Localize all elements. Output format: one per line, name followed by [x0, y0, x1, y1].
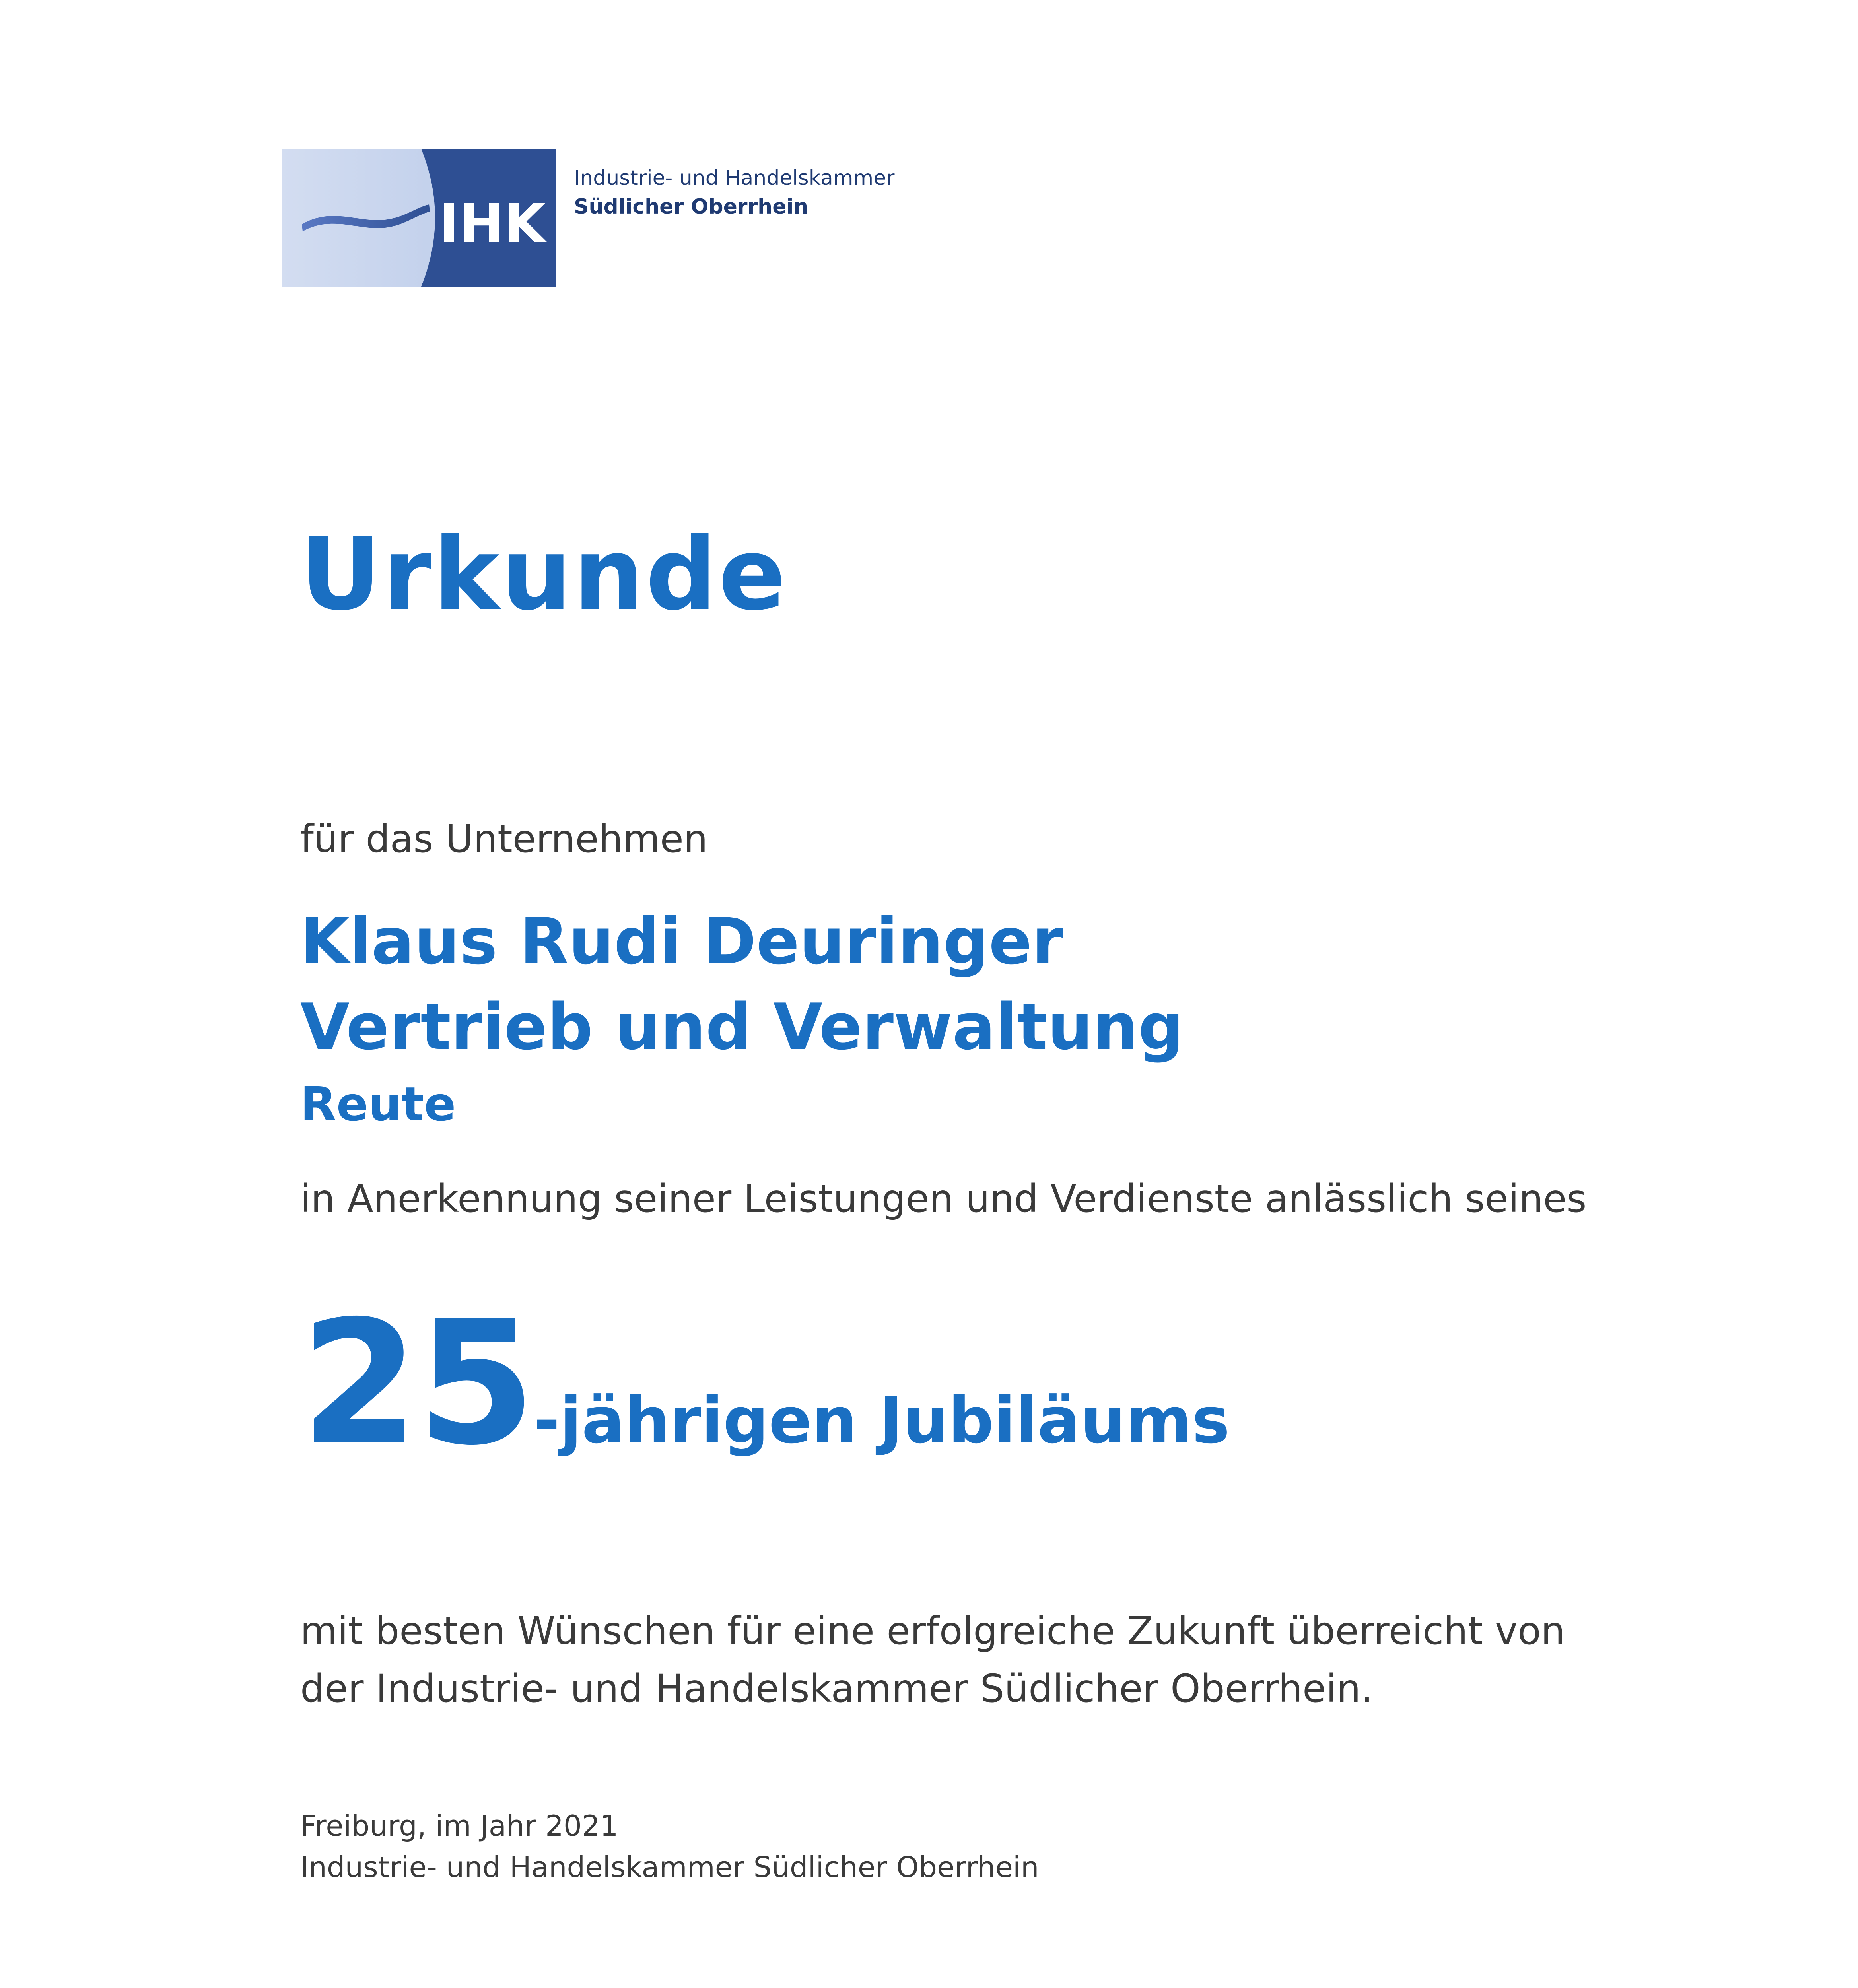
company-city: Reute — [300, 1077, 456, 1132]
org-name-line1: Industrie- und Handelskammer — [574, 166, 895, 190]
org-name-line2: Südlicher Oberrhein — [574, 195, 809, 219]
issuer-name: Industrie- und Handelskammer Südlicher Oberrhein — [300, 1850, 1039, 1884]
wishes-text — [300, 1602, 1565, 1718]
place-date: Freiburg, im Jahr 2021 — [300, 1809, 618, 1842]
ihk-logo-graphic — [282, 149, 556, 287]
ihk-logo — [282, 149, 556, 287]
page-title: Urkunde — [300, 516, 788, 632]
anniversary-text: -jährigen Jubiläums — [533, 1383, 1230, 1458]
anniversary-number: 25 — [300, 1284, 534, 1483]
place-and-issuer — [300, 1805, 1039, 1888]
logo-letters: IHK — [439, 192, 546, 255]
company-department: Vertrieb und Verwaltung — [300, 990, 1184, 1064]
anniversary-heading — [300, 1284, 1230, 1483]
wishes-line2: der Industrie- und Handelskammer Südlicher Oberrhein. — [300, 1666, 1373, 1711]
company-name: Klaus Rudi Deuringer — [300, 904, 1063, 978]
recognition-text: in Anerkennung seiner Leistungen und Verdienste anlässlich seines — [300, 1176, 1587, 1221]
company-block — [300, 899, 1184, 1139]
intro-text: für das Unternehmen — [300, 817, 708, 861]
wishes-line1: mit besten Wünschen für eine erfolgreiche Zukunft überreicht von — [300, 1609, 1565, 1653]
org-name — [574, 164, 895, 221]
